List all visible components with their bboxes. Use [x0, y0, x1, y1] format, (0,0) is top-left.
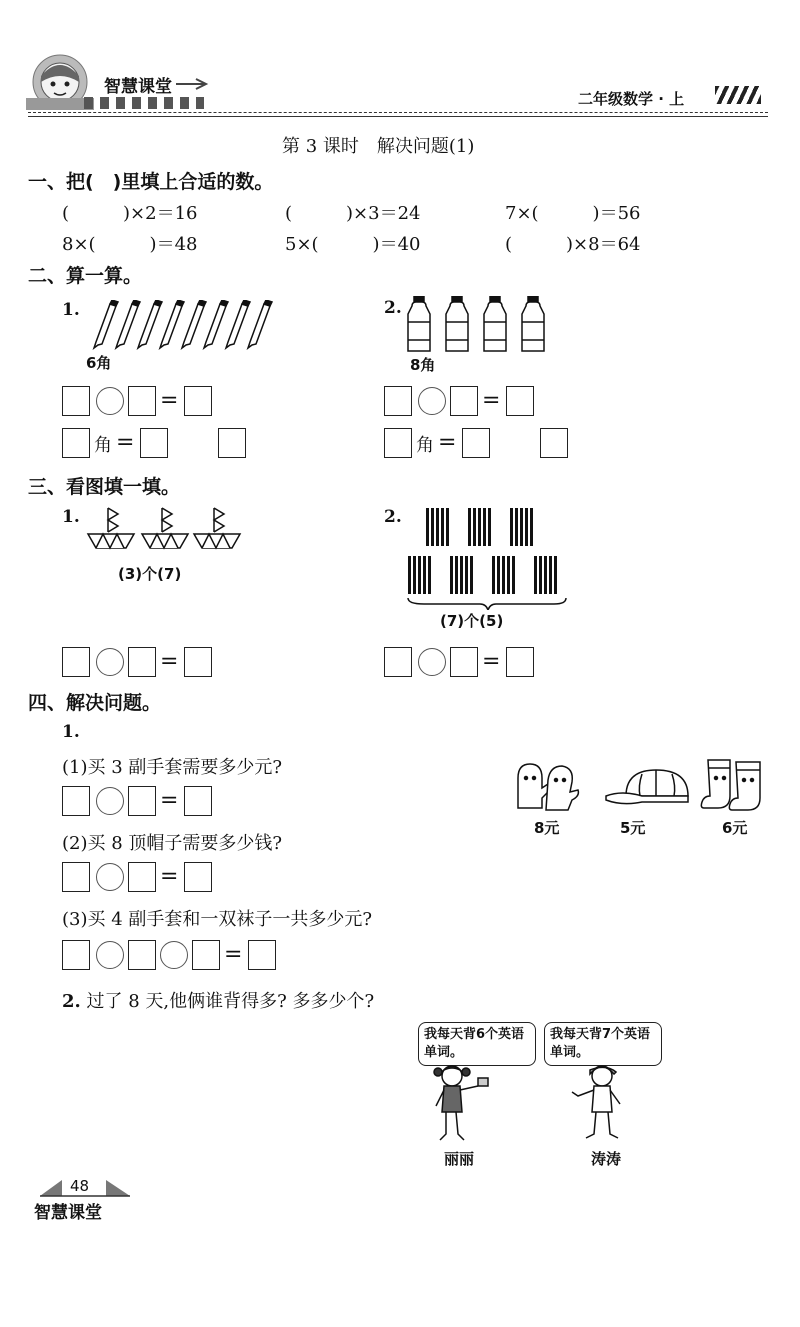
answer-box[interactable]: [384, 647, 412, 677]
girl-figure-icon: [422, 1062, 492, 1144]
picture-caption: (7)个(5): [440, 612, 504, 630]
operator-circle[interactable]: [96, 387, 124, 415]
sticks-bundle-icon: [404, 504, 572, 610]
header-slashes: [715, 86, 761, 104]
equals-sign: =: [160, 388, 179, 413]
answer-box[interactable]: [248, 940, 276, 970]
arrow-icon: [176, 78, 212, 90]
section4-title: 四、解决问题。: [28, 692, 162, 714]
gloves-icon: [512, 758, 584, 812]
equation: ( )×3＝24: [285, 203, 421, 224]
question-text: 过了 8 天,他俩谁背得多? 多多少个?: [86, 991, 375, 1012]
pencils-icon: [90, 300, 280, 350]
answer-box[interactable]: [62, 386, 90, 416]
answer-box[interactable]: [450, 386, 478, 416]
speech-bubble-right: 我每天背7个英语单词。: [544, 1022, 662, 1066]
page-number: 48: [70, 1177, 90, 1195]
operator-circle[interactable]: [160, 941, 188, 969]
answer-box[interactable]: [506, 386, 534, 416]
name-label-right: 涛涛: [591, 1150, 622, 1168]
sub-question: (1)买 3 副手套需要多少元?: [62, 757, 283, 778]
picture-caption: (3)个(7): [118, 565, 182, 583]
section2-title: 二、算一算。: [28, 265, 143, 287]
question-number: 2.: [384, 507, 402, 527]
footer-brand: 智慧课堂: [34, 1203, 102, 1223]
operator-circle[interactable]: [96, 941, 124, 969]
grade-subject: 二年级数学 · 上: [578, 90, 685, 108]
price-label: 8角: [410, 356, 436, 374]
answer-box[interactable]: [62, 647, 90, 677]
question-2: [62, 987, 374, 1013]
unit-label: 角: [94, 435, 112, 456]
sub-question: (3)买 4 副手套和一双袜子一共多少元?: [62, 909, 373, 930]
price-label: 6角: [86, 354, 112, 372]
price-label: 8元: [534, 819, 560, 837]
answer-box[interactable]: [184, 386, 212, 416]
answer-box[interactable]: [540, 428, 568, 458]
price-label: 5元: [620, 819, 646, 837]
equals-sign: =: [438, 430, 457, 455]
answer-box[interactable]: [184, 862, 212, 892]
section1-title: 一、把( )里填上合适的数。: [28, 171, 274, 193]
answer-box[interactable]: [184, 647, 212, 677]
question-number: 1.: [62, 507, 80, 527]
answer-box[interactable]: [218, 428, 246, 458]
equation: ( )×2＝16: [62, 203, 198, 224]
header-rule-2: [28, 116, 768, 117]
equation: 7×( )＝56: [505, 203, 641, 224]
question-number: 2.: [384, 298, 402, 318]
section3-title: 三、看图填一填。: [28, 476, 181, 498]
answer-box[interactable]: [462, 428, 490, 458]
name-label-left: 丽丽: [444, 1150, 475, 1168]
equals-sign: =: [160, 649, 179, 674]
cap-icon: [602, 766, 698, 810]
operator-circle[interactable]: [96, 648, 124, 676]
answer-box[interactable]: [184, 786, 212, 816]
equation: 8×( )＝48: [62, 234, 198, 255]
equation: ( )×8＝64: [505, 234, 641, 255]
header-squares: [84, 97, 204, 109]
triangle-boats-icon: [86, 504, 242, 552]
sub-question: (2)买 8 顶帽子需要多少钱?: [62, 833, 283, 854]
lesson-title: 第 3 课时 解决问题(1): [282, 136, 475, 157]
answer-box[interactable]: [128, 862, 156, 892]
equals-sign: =: [160, 788, 179, 813]
price-label: 6元: [722, 819, 748, 837]
answer-box[interactable]: [62, 940, 90, 970]
operator-circle[interactable]: [418, 648, 446, 676]
unit-label: 角: [416, 435, 434, 456]
bottles-icon: [404, 296, 549, 354]
operator-circle[interactable]: [96, 863, 124, 891]
operator-circle[interactable]: [418, 387, 446, 415]
equals-sign: =: [482, 649, 501, 674]
answer-box[interactable]: [450, 647, 478, 677]
answer-box[interactable]: [384, 428, 412, 458]
equals-sign: =: [160, 864, 179, 889]
answer-box[interactable]: [384, 386, 412, 416]
speech-bubble-left: 我每天背6个英语单词。: [418, 1022, 536, 1066]
header-rule: [28, 112, 768, 113]
equals-sign: =: [482, 388, 501, 413]
answer-box[interactable]: [140, 428, 168, 458]
answer-box[interactable]: [62, 862, 90, 892]
question-number: 2.: [62, 991, 81, 1012]
question-number: 1.: [62, 722, 80, 742]
socks-icon: [700, 756, 768, 812]
answer-box[interactable]: [506, 647, 534, 677]
equals-sign: =: [116, 430, 135, 455]
boy-figure-icon: [566, 1062, 636, 1144]
answer-box[interactable]: [128, 786, 156, 816]
answer-box[interactable]: [192, 940, 220, 970]
answer-box[interactable]: [128, 386, 156, 416]
question-number: 1.: [62, 300, 80, 320]
equals-sign: =: [224, 942, 243, 967]
operator-circle[interactable]: [96, 787, 124, 815]
answer-box[interactable]: [62, 786, 90, 816]
answer-box[interactable]: [62, 428, 90, 458]
answer-box[interactable]: [128, 940, 156, 970]
equation: 5×( )＝40: [285, 234, 421, 255]
answer-box[interactable]: [128, 647, 156, 677]
header-brand: 智慧课堂: [104, 77, 172, 97]
